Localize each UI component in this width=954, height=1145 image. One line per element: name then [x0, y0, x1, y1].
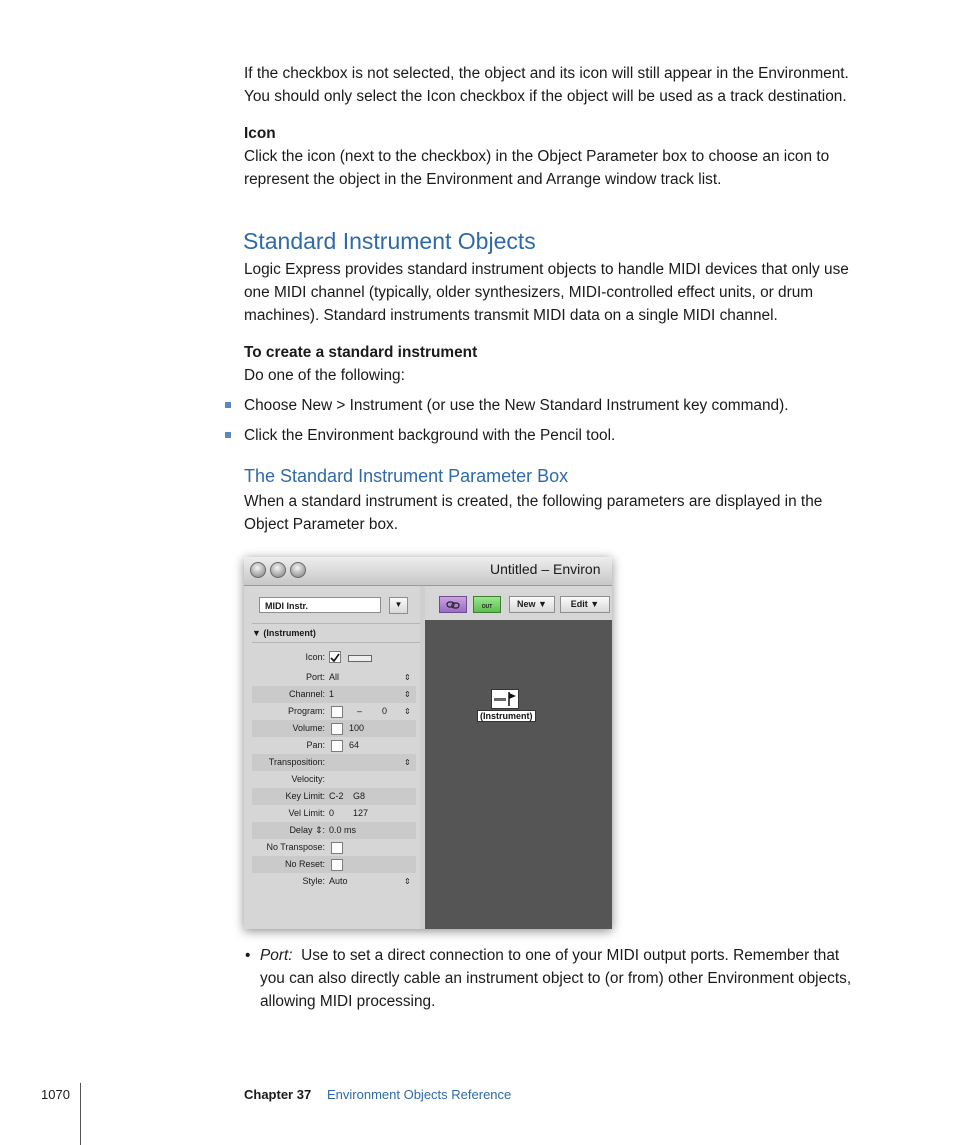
- footer-chapter: Chapter 37: [244, 1087, 312, 1102]
- param-label: Program:: [287, 706, 325, 716]
- param-row-channel: [252, 686, 416, 703]
- param-row-volume: [252, 720, 416, 737]
- stepper-arrows-icon: ⇕: [404, 758, 411, 767]
- param-value: 1: [329, 689, 335, 699]
- link-icon: [446, 600, 460, 610]
- pan-checkbox: [331, 740, 343, 752]
- footer-divider: [80, 1083, 81, 1145]
- intro-line-1: If the checkbox is not selected, the object and its icon will still appear in the Environment.: [244, 65, 849, 82]
- volume-checkbox: [331, 723, 343, 735]
- subsection-title: The Standard Instrument Parameter Box: [244, 466, 569, 486]
- bullet-square-icon: [225, 432, 231, 438]
- dot-bullet-icon: •: [245, 947, 251, 964]
- port-line-1-text: Use to set a direct connection to one of your MIDI output ports. Remember that: [301, 947, 840, 964]
- new-menu-button: New ▼: [509, 596, 555, 613]
- param-label: Delay ⇕:: [289, 825, 325, 835]
- param-value: 0.0 ms: [329, 825, 357, 835]
- param-row-notranspose: [252, 839, 416, 856]
- param-value: 0: [382, 706, 388, 716]
- page-number: 1070: [41, 1087, 70, 1102]
- port-line-3: allowing MIDI processing.: [260, 993, 436, 1010]
- param-label: No Transpose:: [266, 842, 325, 852]
- subsection-line-2: Object Parameter box.: [244, 516, 398, 533]
- stepper-arrows-icon: ⇕: [404, 877, 411, 886]
- environment-canvas: [425, 620, 612, 929]
- link-button: [439, 596, 467, 613]
- section-title: Standard Instrument Objects: [243, 228, 536, 254]
- keyboard-flag-icon: [492, 690, 518, 708]
- icon-line-2: represent the object in the Environment and Arrange window track list.: [244, 171, 722, 188]
- intro-line-2: You should only select the Icon checkbox if the object will be used as a track destination.: [244, 88, 847, 105]
- param-value: –: [357, 706, 363, 716]
- object-parameter-box: [244, 586, 420, 929]
- window-title: Untitled – Environ: [490, 561, 601, 577]
- param-row-port: [252, 669, 416, 686]
- object-menu-dropdown-icon: ▼: [389, 597, 408, 614]
- section-line-1: Logic Express provides standard instrument objects to handle MIDI devices that only use: [244, 261, 849, 278]
- instrument-icon: [348, 655, 372, 662]
- icon-heading: Icon: [244, 125, 276, 142]
- instrument-group-header: ▼ (Instrument): [252, 623, 420, 643]
- param-label: Pan:: [306, 740, 325, 750]
- param-value: 127: [353, 808, 369, 818]
- no-reset-checkbox: [331, 859, 343, 871]
- param-label: Style:: [302, 876, 325, 886]
- subsection-line-1: When a standard instrument is created, the following parameters are displayed in the: [244, 493, 823, 510]
- bullet-square-icon: [225, 402, 231, 408]
- param-value: G8: [353, 791, 366, 801]
- midi-out-button: [473, 596, 501, 613]
- instrument-object-icon: [491, 689, 519, 709]
- port-term: Port:: [260, 947, 293, 964]
- zoom-button-icon: [290, 562, 306, 578]
- param-row-keylimit: [252, 788, 416, 805]
- param-value: 100: [349, 723, 365, 733]
- checkmark-icon: [330, 653, 340, 663]
- stepper-arrows-icon: ⇕: [404, 690, 411, 699]
- param-row-transposition: [252, 754, 416, 771]
- edit-menu-button: Edit ▼: [560, 596, 610, 613]
- param-value: C-2: [329, 791, 344, 801]
- port-line-2: you can also directly cable an instrument object to (or from) other Environment objects,: [260, 970, 852, 987]
- howto-bullet-1: Choose New > Instrument (or use the New Standard Instrument key command).: [244, 397, 789, 414]
- param-row-vellimit: [252, 805, 416, 822]
- midi-out-badge: OUT: [481, 604, 493, 610]
- section-line-2: one MIDI channel (typically, older synthesizers, MIDI-controlled effect units, or drum: [244, 284, 814, 301]
- param-label: Vel Limit:: [288, 808, 325, 818]
- param-value: 0: [329, 808, 335, 818]
- window-titlebar: [244, 557, 612, 586]
- environment-toolbar: [425, 586, 612, 620]
- param-label: Port:: [305, 672, 325, 682]
- param-row-velocity: [252, 771, 416, 788]
- close-button-icon: [250, 562, 266, 578]
- param-label: Channel:: [288, 689, 325, 699]
- param-label: Velocity:: [291, 774, 325, 784]
- param-value: 64: [349, 740, 360, 750]
- param-row-icon: [252, 647, 416, 667]
- param-value: Auto: [329, 876, 348, 886]
- param-label: Key Limit:: [285, 791, 325, 801]
- port-line-1: [260, 944, 920, 967]
- param-row-delay: [252, 822, 416, 839]
- environment-window-screenshot: [244, 557, 612, 929]
- param-label: Transposition:: [268, 757, 325, 767]
- program-checkbox: [331, 706, 343, 718]
- param-row-program: [252, 703, 416, 720]
- icon-checkbox-checked: [329, 651, 341, 663]
- param-label: Volume:: [292, 723, 325, 733]
- param-row-noreset: [252, 856, 416, 873]
- section-line-3: machines). Standard instruments transmit MIDI data on a single MIDI channel.: [244, 307, 778, 324]
- icon-line-1: Click the icon (next to the checkbox) in the Object Parameter box to choose an icon to: [244, 148, 830, 165]
- param-row-style: [252, 873, 416, 890]
- param-value: All: [329, 672, 340, 682]
- param-row-pan: [252, 737, 416, 754]
- minimize-button-icon: [270, 562, 286, 578]
- no-transpose-checkbox: [331, 842, 343, 854]
- stepper-arrows-icon: ⇕: [404, 707, 411, 716]
- howto-intro: Do one of the following:: [244, 367, 405, 384]
- param-label: Icon:: [305, 652, 325, 662]
- howto-bullet-2: Click the Environment background with the Pencil tool.: [244, 427, 616, 444]
- object-name-field: MIDI Instr.: [259, 597, 381, 613]
- footer-chapter-title: Environment Objects Reference: [327, 1087, 512, 1102]
- instrument-object-label: (Instrument): [477, 710, 536, 722]
- stepper-arrows-icon: ⇕: [404, 673, 411, 682]
- howto-heading: To create a standard instrument: [244, 344, 478, 361]
- param-label: No Reset:: [284, 859, 325, 869]
